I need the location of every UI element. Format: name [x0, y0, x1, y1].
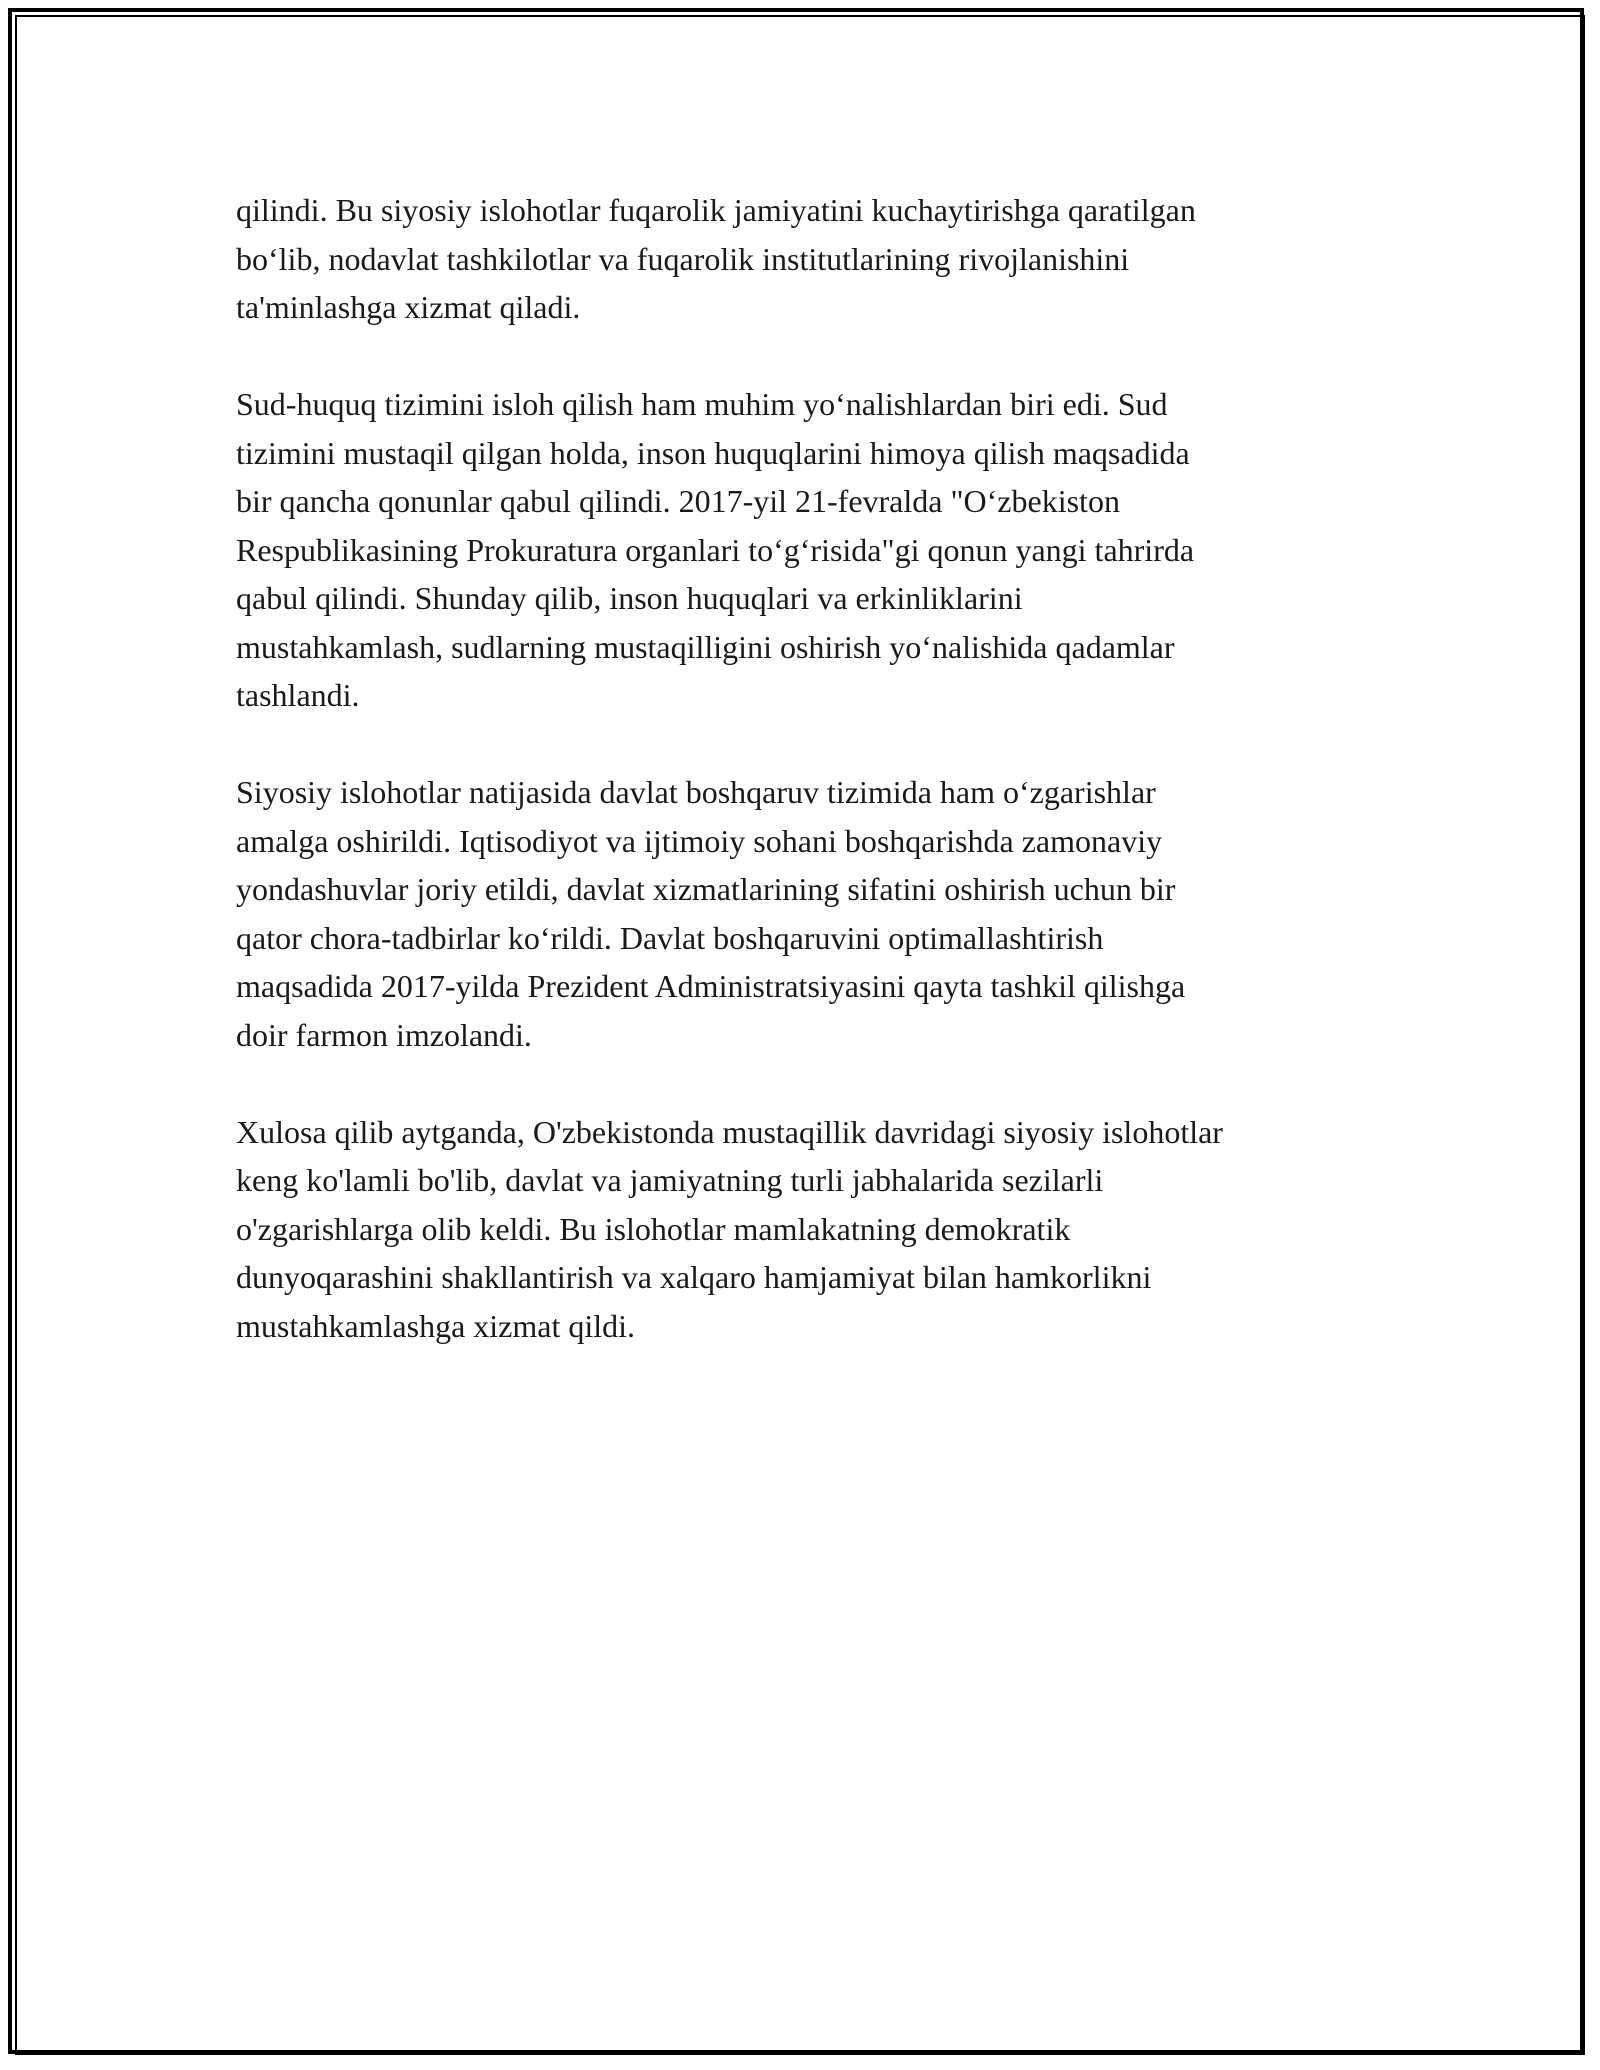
text-line: tashlandi. [236, 677, 360, 713]
text-line: amalga oshirildi. Iqtisodiyot va ijtimoiy sohani boshqarishda zamonaviy [236, 822, 1163, 859]
text-line: bir qancha qonunlar qabul qilindi. 2017-yil 21-fevralda "O‘zbekiston [236, 483, 1120, 519]
text-line: Sud-huquq tizimini isloh qilish ham muhim yo‘nalishlardan biri edi. Sud [236, 386, 1168, 422]
text-line: maqsadida 2017-yilda Prezident Administratsiyasini qayta tashkil qilishga [236, 968, 1186, 1004]
text-line: qabul qilindi. Shunday qilib, inson huquqlari va erkinliklarini [236, 580, 1023, 616]
text-line: tizimini mustaqil qilgan holda, inson huquqlarini himoya qilish maqsadida [236, 434, 1190, 471]
text-line: mustahkamlashga xizmat qildi. [236, 1307, 636, 1344]
text-line: bo‘lib, nodavlat tashkilotlar va fuqarolik institutlarining rivojlanishini [236, 240, 1130, 277]
text-line: Siyosiy islohotlar natijasida davlat boshqaruv tizimida ham o‘zgarishlar [236, 774, 1156, 810]
text-line: ta'minlashga xizmat qiladi. [236, 289, 581, 325]
text-line: mustahkamlash, sudlarning mustaqilligini oshirish yo‘nalishida qadamlar [236, 628, 1175, 665]
text-line: qator chora-tadbirlar ko‘rildi. Davlat boshqaruvini optimallashtirish [236, 919, 1104, 956]
text-line: Respublikasining Prokuratura organlari to‘g‘risida"gi qonun yangi tahrirda [236, 531, 1195, 568]
paragraph [236, 380, 1376, 720]
text-line: o'zgarishlarga olib keldi. Bu islohotlar mamlakatning demokratik [236, 1210, 1071, 1247]
text-line: qilindi. Bu siyosiy islohotlar fuqarolik jamiyatini kuchaytirishga qaratilgan [236, 192, 1196, 228]
text-line: dunyoqarashini shakllantirish va xalqaro hamjamiyat bilan hamkorlikni [236, 1259, 1152, 1295]
text-line: Xulosa qilib aytganda, O'zbekistonda mustaqillik davridagi siyosiy islohotlar [236, 1113, 1223, 1150]
text-line: keng ko'lamli bo'lib, davlat va jamiyatning turli jabhalarida sezilarli [236, 1162, 1104, 1198]
paragraph [236, 1108, 1376, 1351]
document-body [236, 186, 1376, 1399]
paragraph [236, 186, 1376, 332]
text-line: yondashuvlar joriy etildi, davlat xizmatlarining sifatini oshirish uchun bir [236, 871, 1176, 907]
paragraph [236, 768, 1376, 1059]
text-line: doir farmon imzolandi. [236, 1016, 532, 1053]
